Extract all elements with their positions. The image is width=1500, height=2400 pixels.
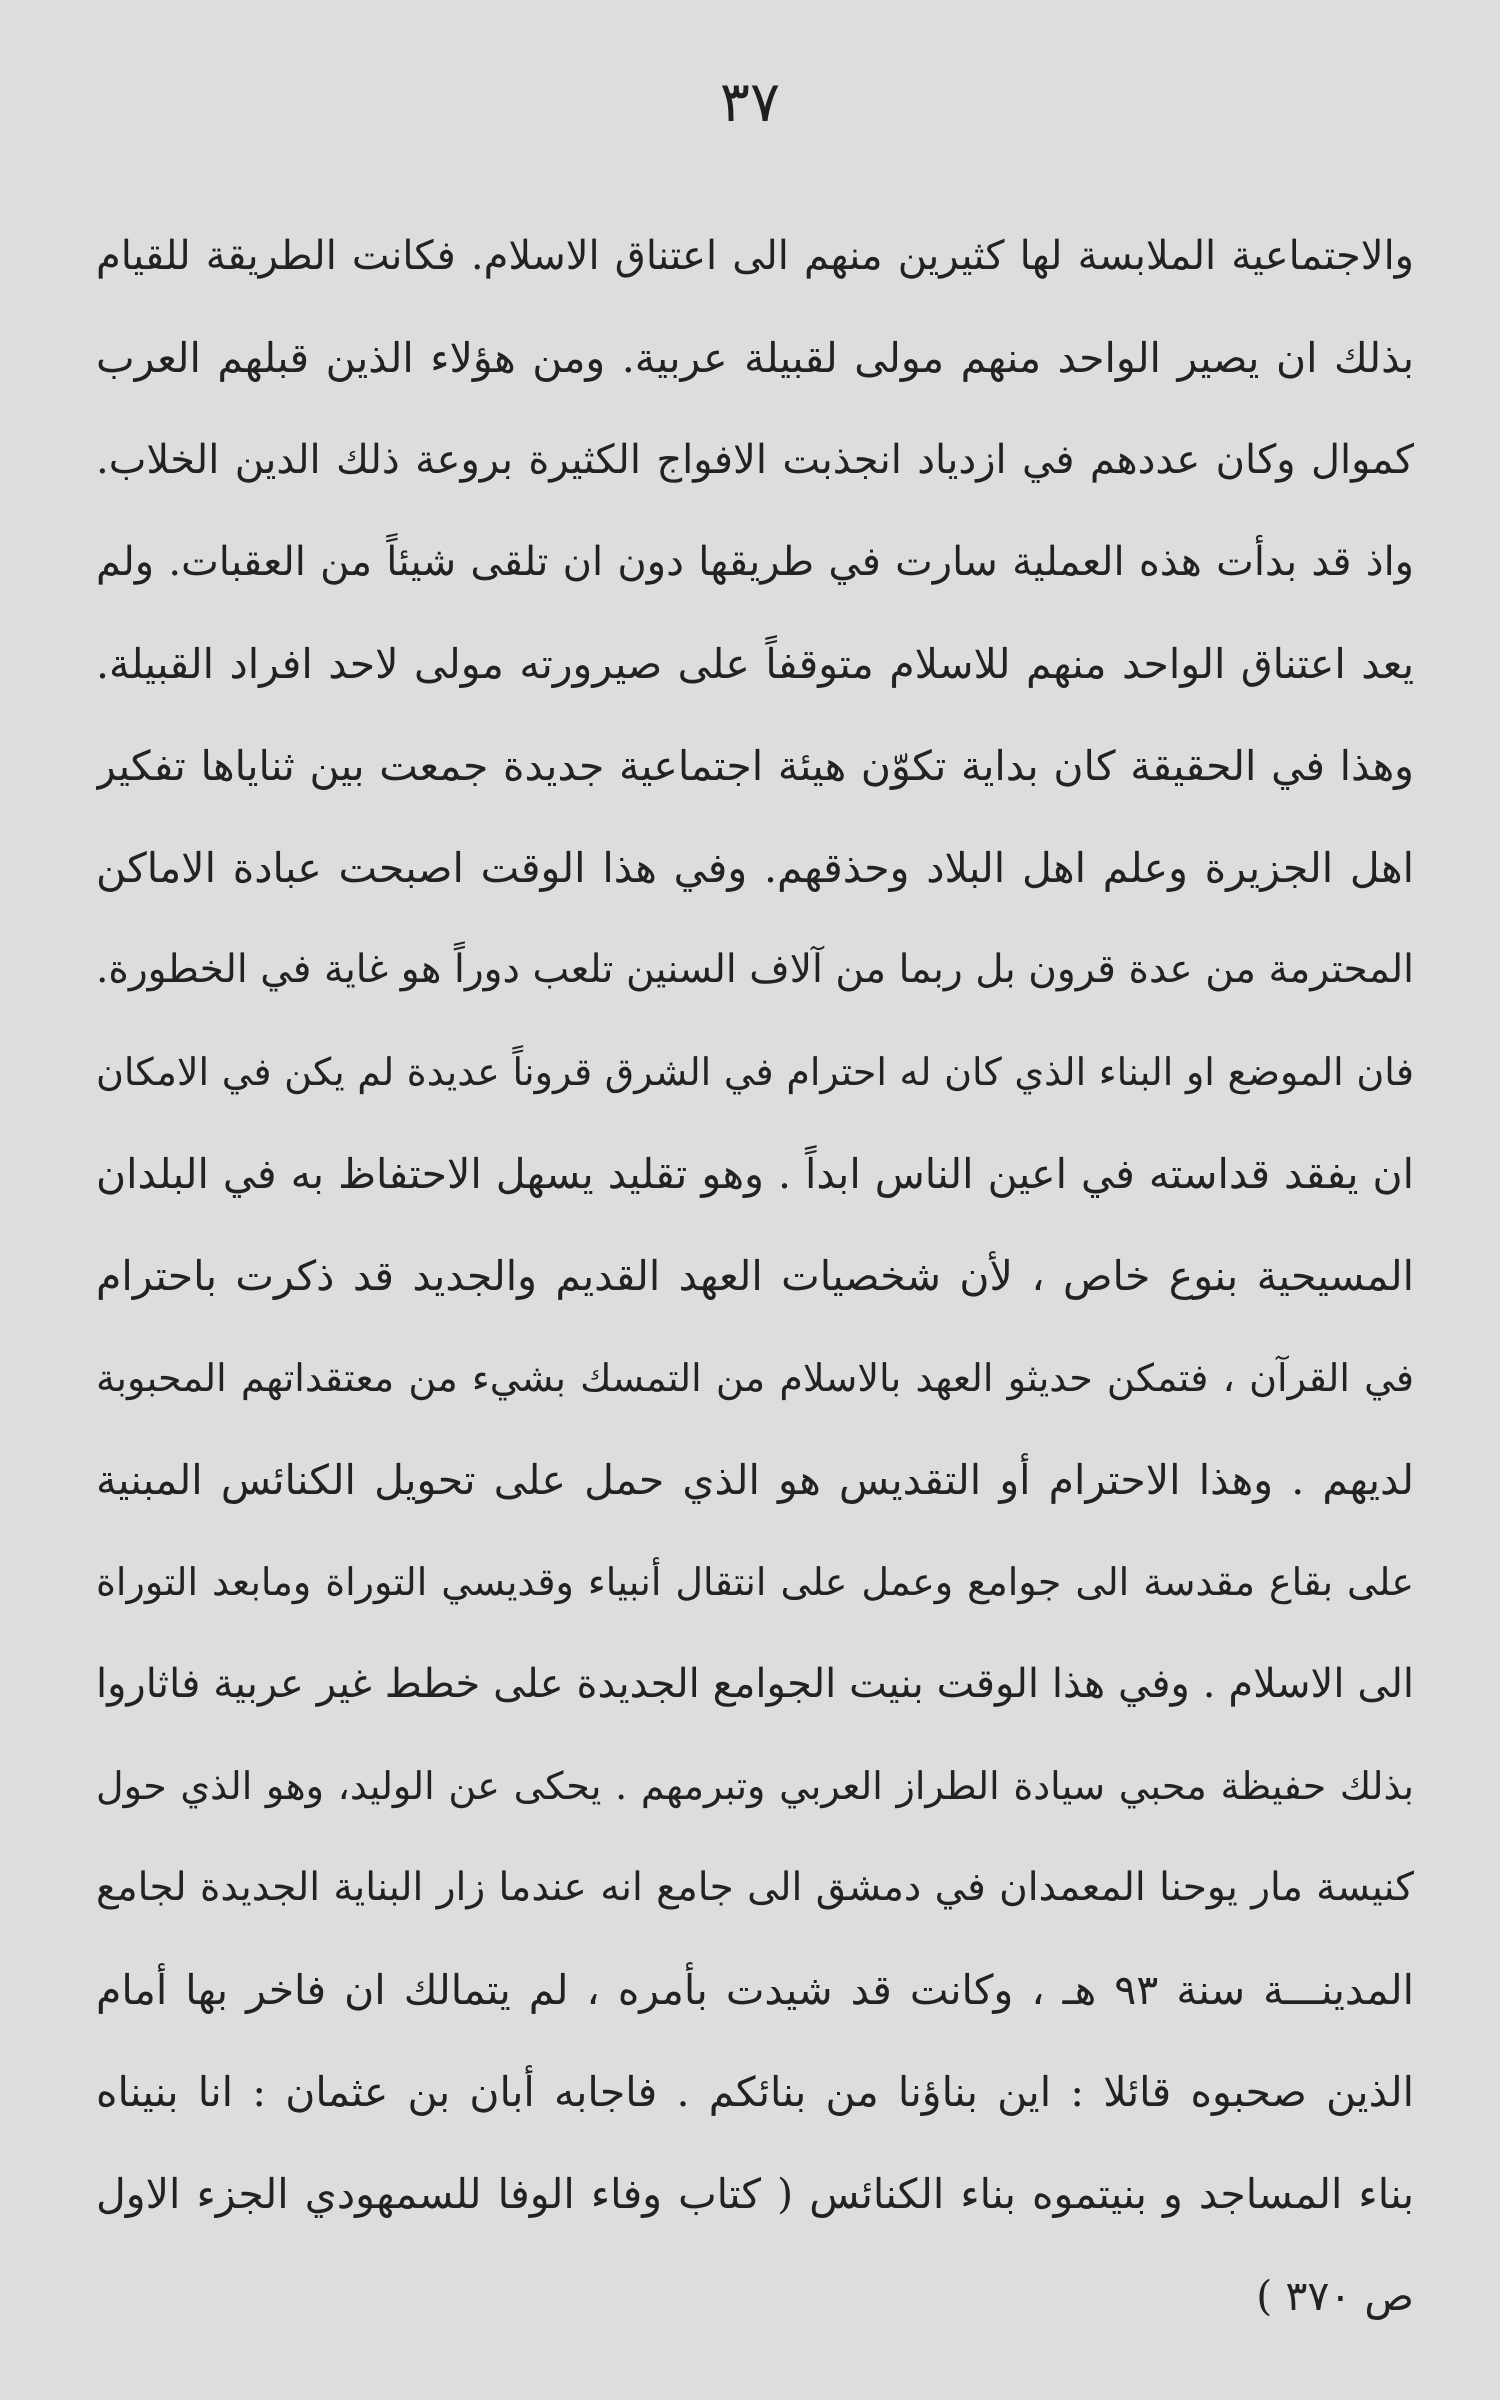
text-line: المسيحية بنوع خاص ، لأن شخصيات العهد القديم والجديد قد ذكرت باحترام	[96, 1252, 1414, 1300]
text-line: اهل الجزيرة وعلم اهل البلاد وحذقهم. وفي هذا الوقت اصبحت عبادة الاماكن	[96, 844, 1414, 892]
text-line: بناء المساجد و بنيتموه بناء الكنائس ( كتاب وفاء الوفا للسمهودي الجزء الاول	[96, 2170, 1414, 2218]
text-line: بذلك حفيظة محبي سيادة الطراز العربي وتبرمهم . يحكى عن الوليد، وهو الذي حول	[96, 1764, 1414, 1808]
text-line: الذين صحبوه قائلا : اين بناؤنا من بنائكم . فاجابه أبان بن عثمان : انا بنيناه	[96, 2068, 1414, 2116]
text-line: في القرآن ، فتمكن حديثو العهد بالاسلام من التمسك بشيء من معتقداتهم المحبوبة	[96, 1356, 1414, 1400]
text-line: والاجتماعية الملابسة لها كثيرين منهم الى اعتناق الاسلام. فكانت الطريقة للقيام	[96, 233, 1414, 279]
text-line: وهذا في الحقيقة كان بداية تكوّن هيئة اجتماعية جديدة جمعت بين ثناياها تفكير	[96, 742, 1414, 790]
text-line: لديهم . وهذا الاحترام أو التقديس هو الذي حمل على تحويل الكنائس المبنية	[96, 1456, 1414, 1504]
text-line: الى الاسلام . وفي هذا الوقت بنيت الجوامع الجديدة على خطط غير عربية فاثاروا	[96, 1661, 1414, 1707]
page-number: ٣٧	[719, 70, 781, 135]
text-line: كنيسة مار يوحنا المعمدان في دمشق الى جامع انه عندما زار البناية الجديدة لجامع	[96, 1865, 1414, 1910]
text-line: على بقاع مقدسة الى جوامع وعمل على انتقال أنبياء وقديسي التوراة ومابعد التوراة	[96, 1560, 1414, 1604]
body-text	[96, 205, 1414, 2347]
text-line-last: ص ٣٧٠ )	[1256, 2272, 1414, 2320]
text-line: كموال وكان عددهم في ازدياد انجذبت الافواج الكثيرة بروعة ذلك الدين الخلاب.	[96, 437, 1414, 483]
text-line: ان يفقد قداسته في اعين الناس ابداً . وهو تقليد يسهل الاحتفاظ به في البلدان	[96, 1150, 1414, 1198]
text-line: واذ قد بدأت هذه العملية سارت في طريقها دون ان تلقى شيئاً من العقبات. ولم	[96, 539, 1414, 585]
text-line: فان الموضع او البناء الذي كان له احترام في الشرق قروناً عديدة لم يكن في الامكان	[96, 1050, 1414, 1094]
text-line: بذلك ان يصير الواحد منهم مولى لقبيلة عربية. ومن هؤلاء الذين قبلهم العرب	[96, 334, 1414, 382]
text-line: المحترمة من عدة قرون بل ربما من آلاف السنين تلعب دوراً هو غاية في الخطورة.	[96, 947, 1414, 992]
text-line: يعد اعتناق الواحد منهم للاسلام متوقفاً على صيرورته مولى لاحد افراد القبيلة.	[96, 640, 1414, 688]
text-line: المدينـــة سنة ٩٣ هـ ، وكانت قد شيدت بأمره ، لم يتمالك ان فاخر بها أمام	[96, 1966, 1414, 2014]
